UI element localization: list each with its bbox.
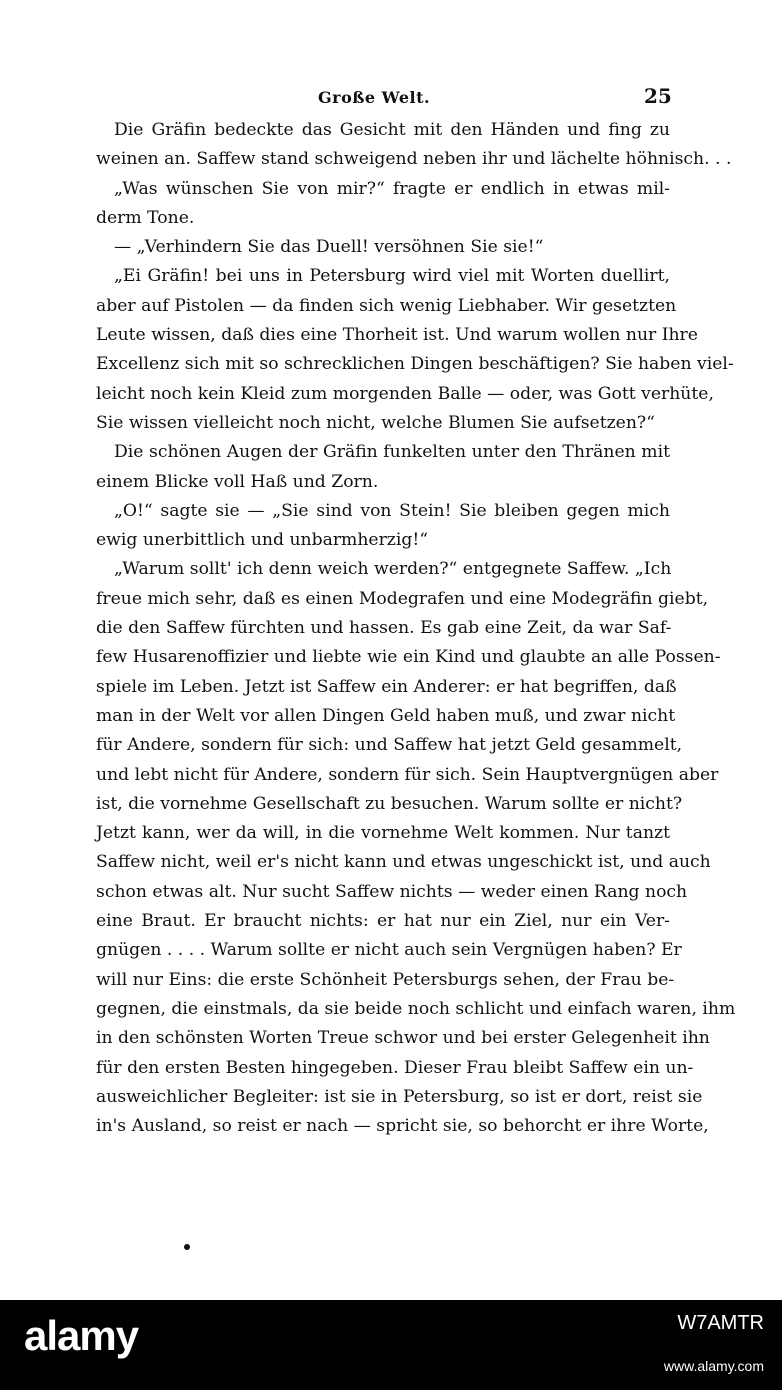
text-line: „O!“ sagte sie — „Sie sind von Stein! Sie bleiben gegen mich [114, 500, 670, 521]
text-line: Excellenz sich mit so schrecklichen Dingen beschäftigen? Sie haben viel- [96, 354, 734, 375]
body-text [96, 116, 736, 1141]
text-line: Sie wissen vielleicht noch nicht, welche Blumen Sie aufsetzen?“ [96, 412, 655, 433]
site-url: www.alamy.com [663, 1358, 764, 1374]
text-line: man in der Welt vor allen Dingen Geld haben muß, und zwar nicht [96, 705, 676, 726]
page-header [0, 84, 782, 114]
brand-logo: alamy [24, 1312, 139, 1359]
text-line: spiele im Leben. Jetzt ist Saffew ein Anderer: er hat begriffen, daß [96, 676, 677, 697]
text-line: „Warum sollt' ich denn weich werden?“ entgegnete Saffew. „Ich [114, 559, 672, 580]
text-line: eine Braut. Er braucht nichts: er hat nur ein Ziel, nur ein Ver- [96, 911, 670, 932]
text-line: few Husarenoffizier und liebte wie ein Kind und glaubte an alle Possen- [96, 647, 721, 668]
text-line: Die Gräfin bedeckte das Gesicht mit den Händen und fing zu [114, 120, 670, 140]
text-line: schon etwas alt. Nur sucht Saffew nichts — weder einen Rang noch [96, 881, 688, 902]
text-line: für Andere, sondern für sich: und Saffew hat jetzt Geld gesammelt, [96, 735, 683, 756]
text-line: gegnen, die einstmals, da sie beide noch schlicht und einfach waren, ihm [96, 998, 736, 1019]
text-line: weinen an. Saffew stand schweigend neben ihr und lächelte höhnisch. . . [96, 149, 732, 170]
text-line: Die schönen Augen der Gräfin funkelten unter den Thränen mit [114, 442, 670, 463]
text-line: will nur Eins: die erste Schönheit Petersburgs sehen, der Frau be- [96, 969, 675, 990]
ink-dot [184, 1244, 190, 1250]
text-line: freue mich sehr, daß es einen Modegrafen und eine Modegräfin giebt, [96, 588, 709, 609]
text-line: ausweichlicher Begleiter: ist sie in Petersburg, so ist er dort, reist sie [96, 1086, 703, 1107]
text-line: „Ei Gräfin! bei uns in Petersburg wird viel mit Worten duellirt, [114, 266, 670, 287]
page-number: 25 [644, 84, 672, 108]
text-line: für den ersten Besten hingegeben. Dieser Frau bleibt Saffew ein un- [96, 1057, 694, 1078]
text-line: „Was wünschen Sie von mir?“ fragte er endlich in etwas mil- [114, 178, 670, 199]
image-id: W7AMTR [677, 1312, 764, 1334]
text-line: Jetzt kann, wer da will, in die vornehme Welt kommen. Nur tanzt [96, 823, 670, 844]
text-line: die den Saffew fürchten und hassen. Es gab eine Zeit, da war Saf- [96, 618, 672, 639]
text-line: in's Ausland, so reist er nach — spricht sie, so behorcht er ihre Worte, [96, 1116, 709, 1137]
text-line: Leute wissen, daß dies eine Thorheit ist. Und warum wollen nur Ihre [96, 325, 698, 346]
text-line: derm Tone. [96, 207, 195, 228]
text-line: leicht noch kein Kleid zum morgenden Balle — oder, was Gott verhüte, [96, 383, 714, 404]
text-line: in den schönsten Worten Treue schwor und bei erster Gelegenheit ihn [96, 1028, 710, 1049]
text-line: einem Blicke voll Haß und Zorn. [96, 471, 379, 492]
text-line: und lebt nicht für Andere, sondern für sich. Sein Hauptvergnügen aber [96, 764, 719, 785]
watermark-banner [0, 1300, 782, 1390]
text-line: gnügen . . . . Warum sollte er nicht auch sein Vergnügen haben? Er [96, 940, 682, 961]
text-line: aber auf Pistolen — da finden sich wenig Liebhaber. Wir gesetzten [96, 295, 677, 316]
text-line: ewig unerbittlich und unbarmherzig!“ [96, 530, 429, 551]
running-head: Große Welt. [318, 88, 431, 107]
text-line: — „Verhindern Sie das Duell! versöhnen Sie sie!“ [114, 237, 544, 258]
text-line: Saffew nicht, weil er's nicht kann und etwas ungeschickt ist, und auch [96, 852, 711, 873]
text-line: ist, die vornehme Gesellschaft zu besuchen. Warum sollte er nicht? [96, 793, 683, 814]
